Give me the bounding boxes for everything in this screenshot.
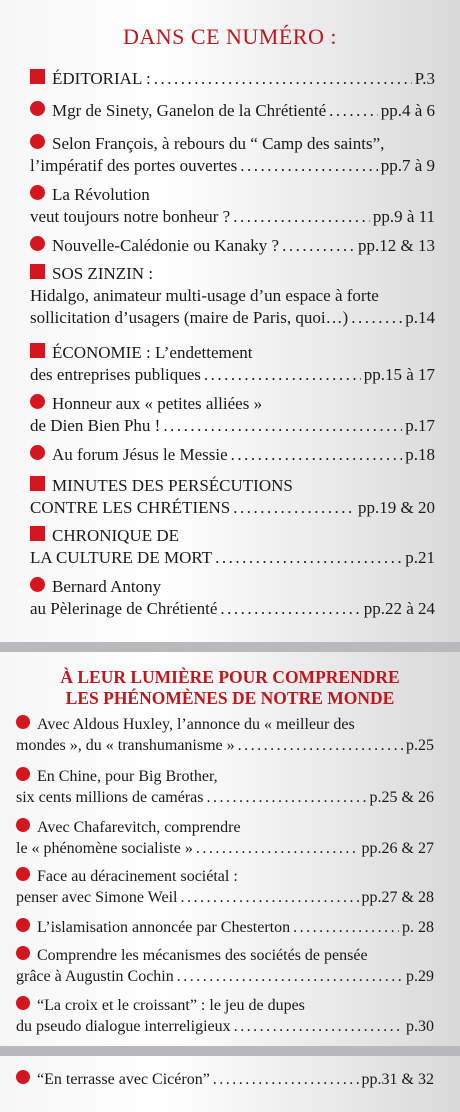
- toc-page-ref: p.21: [405, 548, 435, 567]
- toc-page-ref: pp.15 à 17: [363, 365, 435, 384]
- toc-entry: [30, 475, 435, 519]
- dot-leader: [238, 735, 403, 756]
- red-circle-bullet-icon: [16, 767, 30, 781]
- toc-entry: [16, 766, 434, 808]
- toc-entry-line: [30, 235, 435, 257]
- toc-entry-line: [30, 547, 435, 569]
- toc-entry-line: [30, 307, 435, 329]
- toc-page-ref: p.25: [406, 737, 434, 754]
- toc-entry-title: “En terrasse avec Cicéron”: [37, 1071, 210, 1088]
- toc-entry-title: Face au déracinement sociétal :: [37, 868, 238, 885]
- toc-entry: [30, 100, 435, 122]
- toc-entry-title: veut toujours notre bonheur ?: [30, 207, 231, 226]
- red-circle-bullet-icon: [30, 134, 45, 149]
- toc-page-ref: p. 28: [402, 919, 434, 936]
- toc-entry-title: le « phénomène socialiste »: [16, 840, 193, 857]
- dot-leader: [213, 1069, 359, 1090]
- toc-entry-line: [30, 525, 435, 547]
- red-circle-bullet-icon: [16, 946, 30, 960]
- toc-entry-title: En Chine, pour Big Brother,: [37, 768, 218, 785]
- toc-entry-line: [30, 342, 435, 364]
- toc-entry-line: [30, 100, 435, 122]
- toc-entry: [16, 866, 434, 908]
- toc-entry-title: l’impératif des portes ouvertes: [30, 156, 238, 175]
- toc-entry-line: [16, 966, 434, 987]
- toc-entry-line: [30, 598, 435, 620]
- toc-entry: [16, 995, 434, 1037]
- toc-page-ref: pp.7 à 9: [380, 156, 435, 175]
- red-square-bullet-icon: [30, 343, 45, 358]
- toc-entry-line: [30, 576, 435, 598]
- toc-entry-title: six cents millions de caméras: [16, 789, 204, 806]
- toc-entry-title: LA CULTURE DE MORT: [30, 548, 213, 567]
- toc-entry-title: CHRONIQUE DE: [52, 526, 180, 545]
- dot-leader: [220, 598, 360, 620]
- dot-leader: [177, 966, 403, 987]
- toc-page-ref: pp.26 & 27: [361, 840, 434, 857]
- toc-entry-title: au Pèlerinage de Chrétienté: [30, 599, 218, 618]
- toc-page-ref: p.14: [405, 308, 435, 327]
- toc-page-ref: pp.19 & 20: [358, 498, 435, 517]
- dot-leader: [282, 235, 355, 257]
- dot-leader: [154, 68, 412, 90]
- toc-page-ref: p.29: [406, 968, 434, 985]
- toc-entry-title: ÉDITORIAL :: [52, 69, 151, 88]
- toc-entry: [16, 945, 434, 987]
- toc-entry: [30, 133, 435, 177]
- toc-entry-line: [16, 995, 434, 1016]
- red-square-bullet-icon: [30, 69, 45, 84]
- red-circle-bullet-icon: [16, 715, 30, 729]
- toc-entry-title: penser avec Simone Weil: [16, 889, 178, 906]
- toc-entry: [30, 68, 435, 90]
- red-circle-bullet-icon: [16, 996, 30, 1010]
- toc-entry-line: [30, 364, 435, 386]
- toc-entry-line: [16, 917, 434, 938]
- toc-entry-title: ÉCONOMIE : L’endettement: [52, 343, 253, 362]
- toc-entry-line: [16, 766, 434, 787]
- toc-page-ref: pp.9 à 11: [372, 207, 435, 226]
- toc-entry-title: Comprendre les mécanismes des sociétés de pensée: [37, 947, 368, 964]
- toc-entry-line: [30, 133, 435, 155]
- footer-panel: [0, 1056, 460, 1112]
- dot-leader: [329, 100, 378, 122]
- toc-entry: [16, 1069, 434, 1090]
- toc-entry-title: MINUTES DES PERSÉCUTIONS: [52, 476, 293, 495]
- red-circle-bullet-icon: [30, 577, 45, 592]
- toc-entry-line: [30, 415, 435, 437]
- toc-entry-line: [30, 497, 435, 519]
- red-circle-bullet-icon: [30, 394, 45, 409]
- section-title-line-2: LES PHÉNOMÈNES DE NOTRE MONDE: [65, 688, 395, 708]
- red-square-bullet-icon: [30, 264, 45, 279]
- dot-leader: [207, 787, 367, 808]
- toc-entry: [30, 525, 435, 569]
- toc-entry-title: Honneur aux « petites alliées »: [52, 394, 263, 413]
- toc-entry-title: Mgr de Sinety, Ganelon de la Chrétienté: [52, 101, 327, 120]
- toc-entry-title: Avec Chafarevitch, comprendre: [37, 819, 241, 836]
- toc-entry: [30, 342, 435, 386]
- toc-entry-title: du pseudo dialogue interreligieux: [16, 1018, 231, 1035]
- toc-entry-line: [16, 787, 434, 808]
- toc-page-ref: P.3: [414, 69, 435, 88]
- toc-entry-line: [30, 475, 435, 497]
- dot-leader: [233, 497, 355, 519]
- toc-page-ref: pp.4 à 6: [380, 101, 435, 120]
- toc-entry: [30, 576, 435, 620]
- dot-leader: [196, 838, 359, 859]
- toc-entry-title: de Dien Bien Phu !: [30, 416, 161, 435]
- toc-page-ref: pp.12 & 13: [358, 236, 435, 255]
- toc-entry-title: Hidalgo, animateur multi-usage d’un espace à forte: [30, 286, 379, 305]
- toc-entry-line: [30, 206, 435, 228]
- dot-leader: [163, 415, 402, 437]
- red-circle-bullet-icon: [30, 445, 45, 460]
- dot-leader: [231, 444, 403, 466]
- toc-entry: [30, 263, 435, 329]
- dot-leader: [351, 307, 402, 329]
- red-square-bullet-icon: [30, 476, 45, 491]
- dot-leader: [293, 917, 399, 938]
- red-circle-bullet-icon: [16, 818, 30, 832]
- toc-entry-title: “La croix et le croissant” : le jeu de dupes: [37, 997, 305, 1014]
- toc-entry-title: La Révolution: [52, 185, 150, 204]
- toc-entry-title: L’islamisation annoncée par Chesterton: [37, 919, 291, 936]
- toc-entry-line: [30, 155, 435, 177]
- toc-entry-title: Avec Aldous Huxley, l’annonce du « meilleur des: [37, 716, 355, 733]
- toc-entry: [16, 817, 434, 859]
- toc-entry: [30, 184, 435, 228]
- toc-entry-line: [16, 838, 434, 859]
- toc-entry: [30, 235, 435, 257]
- dot-leader: [240, 155, 377, 177]
- dot-leader: [234, 1016, 403, 1037]
- toc-page-ref: pp.27 & 28: [361, 889, 434, 906]
- section-title-line-1: À LEUR LUMIÈRE POUR COMPRENDRE: [60, 667, 400, 687]
- dot-leader: [233, 206, 370, 228]
- toc-entry-title: Nouvelle-Calédonie ou Kanaky ?: [52, 236, 280, 255]
- toc-entry-line: [16, 887, 434, 908]
- red-circle-bullet-icon: [16, 1070, 30, 1084]
- toc-entry: [16, 714, 434, 756]
- toc-entry-line: [16, 866, 434, 887]
- red-circle-bullet-icon: [16, 918, 30, 932]
- dot-leader: [180, 887, 358, 908]
- toc-entry-line: [16, 1069, 434, 1090]
- toc-entry-line: [30, 184, 435, 206]
- dot-leader: [204, 364, 361, 386]
- red-circle-bullet-icon: [30, 236, 45, 251]
- toc-entry-line: [30, 68, 435, 90]
- toc-entry-title: Selon François, à rebours du “ Camp des saints”,: [52, 134, 385, 153]
- dot-leader: [215, 547, 402, 569]
- toc-entry-line: [16, 817, 434, 838]
- toc-entry-title: mondes », du « transhumanisme »: [16, 737, 235, 754]
- toc-entry-line: [16, 1016, 434, 1037]
- toc-entry-title: Au forum Jésus le Messie: [52, 445, 228, 464]
- red-square-bullet-icon: [30, 526, 45, 541]
- toc-entry: [30, 444, 435, 466]
- toc-page-ref: p.25 & 26: [369, 789, 434, 806]
- toc-entry-title: grâce à Augustin Cochin: [16, 968, 174, 985]
- red-circle-bullet-icon: [16, 867, 30, 881]
- toc-entry-line: [16, 714, 434, 735]
- toc-entry: [30, 393, 435, 437]
- lumiere-panel: [0, 652, 460, 1046]
- toc-entry-line: [16, 945, 434, 966]
- toc-page-ref: pp.31 & 32: [361, 1071, 434, 1088]
- toc-entry-title: sollicitation d’usagers (maire de Paris, quoi…): [30, 308, 349, 327]
- toc-page-ref: p.30: [406, 1018, 434, 1035]
- toc-entry-title: Bernard Antony: [52, 577, 162, 596]
- toc-entry-title: SOS ZINZIN :: [52, 264, 154, 283]
- toc-entry: [16, 917, 434, 938]
- toc-entry-line: [30, 285, 435, 307]
- main-title: DANS CE NUMÉRO :: [123, 24, 337, 49]
- toc-entry-line: [30, 393, 435, 415]
- red-circle-bullet-icon: [30, 101, 45, 116]
- toc-page-ref: pp.22 à 24: [363, 599, 435, 618]
- toc-entry-line: [30, 263, 435, 285]
- toc-entry-title: des entreprises publiques: [30, 365, 201, 384]
- toc-page-ref: p.17: [405, 416, 435, 435]
- toc-entry-line: [30, 444, 435, 466]
- toc-entry-line: [16, 735, 434, 756]
- toc-entry-title: CONTRE LES CHRÉTIENS: [30, 498, 231, 517]
- red-circle-bullet-icon: [30, 185, 45, 200]
- toc-page-ref: p.18: [405, 445, 435, 464]
